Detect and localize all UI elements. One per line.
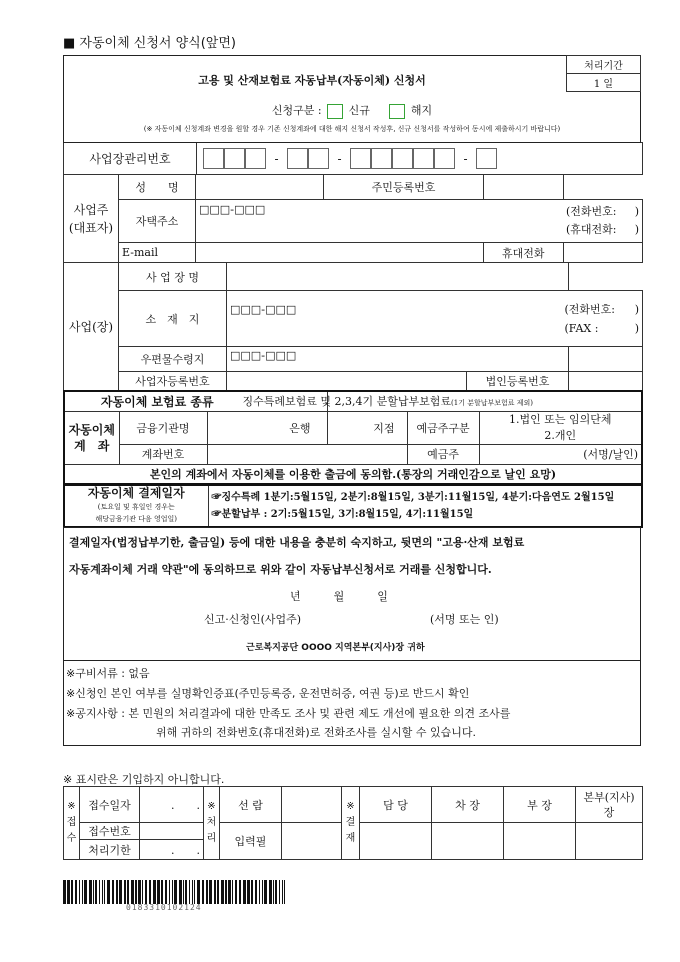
mobile2-label: 휴대전화 bbox=[484, 243, 563, 263]
receipt-no-label: 접수번호 bbox=[80, 823, 140, 840]
apply-type-cancel: 해지 bbox=[410, 104, 433, 117]
notes-id-check: ※신청인 본인 여부를 실명확인증표(주민등록증, 운전면허증, 여권 등)로 반드시 확인 bbox=[66, 687, 470, 700]
new-checkbox[interactable] bbox=[327, 104, 343, 119]
process-label: ※ 처 리 bbox=[204, 787, 220, 860]
mail-field[interactable] bbox=[227, 347, 569, 372]
employer-table bbox=[63, 174, 643, 263]
hand-icon: ☞ bbox=[211, 492, 222, 503]
hand-icon: ☞ bbox=[211, 509, 222, 520]
applicant-sign: (서명 또는 인) bbox=[430, 613, 499, 626]
settlement-label-cell: 자동이체 결제일자 (토요일 및 휴일인 경우는 해당금융기관 다음 영업일) bbox=[64, 485, 208, 527]
date-line: 년 월 일 bbox=[290, 590, 388, 603]
barcode-text: 0183310102124 bbox=[126, 903, 202, 912]
form-title: 고용 및 산재보험료 자동납부(자동이체) 신청서 bbox=[198, 74, 426, 87]
workplace-label: 사업(장) bbox=[64, 263, 119, 391]
rrn-label: 주민등록번호 bbox=[324, 175, 484, 200]
biz-mgmt-input[interactable]: - - - bbox=[197, 143, 643, 175]
name-label: 성 명 bbox=[119, 175, 196, 200]
biz-mgmt-table bbox=[63, 142, 643, 175]
receipt-date-label: 접수일자 bbox=[80, 787, 140, 823]
notes-notice2: 위해 귀하의 전화번호(휴대전화)로 전화조사를 실시할 수 있습니다. bbox=[156, 726, 476, 739]
bank-label: 금융기관명 bbox=[119, 411, 207, 444]
home-address-field[interactable] bbox=[196, 200, 564, 243]
processing-period-label: 처리기간 bbox=[567, 56, 641, 74]
holder-label: 예금주 bbox=[407, 444, 479, 464]
apply-type-label: 신청구분 : bbox=[271, 104, 322, 117]
review-field bbox=[282, 787, 342, 823]
mail-zip: □□□-□□□ bbox=[230, 349, 297, 362]
location-field[interactable] bbox=[227, 291, 495, 347]
processing-period-value: 1 일 bbox=[567, 74, 641, 92]
workplace-name-field[interactable] bbox=[227, 263, 569, 291]
account-no-field[interactable] bbox=[207, 444, 407, 464]
wp-phone-label: (전화번호: bbox=[564, 302, 616, 316]
notes-block bbox=[63, 660, 641, 746]
form-note: (※ 자동이체 신청계좌 변경을 원할 경우 기존 신청계좌에 대한 해지 신청서 작성후, 신규 신청서를 작성하여 동시에 제출하시기 바랍니다) bbox=[143, 125, 561, 133]
workplace-phone-block: (전화번호: ) (FAX : ) bbox=[495, 291, 643, 347]
email-field[interactable] bbox=[196, 243, 484, 263]
apply-type-new: 신규 bbox=[348, 104, 370, 117]
employer-label: 사업주 (대표자) bbox=[64, 175, 119, 263]
insurance-kind-desc: 징수특례보험료 및 2,3,4기 분할납부보험료(1기 분할납부보험료 제외) bbox=[327, 391, 642, 411]
workplace-name-label: 사 업 장 명 bbox=[119, 263, 227, 291]
home-phone-block: (전화번호: ) (휴대전화: ) bbox=[563, 200, 643, 243]
biz-reg-field[interactable] bbox=[227, 372, 467, 391]
consent-line: 본인의 계좌에서 자동이체를 이용한 출금에 동의함.(통장의 거래인감으로 날인 요망) bbox=[64, 464, 642, 484]
mobile-label: (휴대전화: bbox=[566, 223, 617, 236]
deadline-label: 처리기한 bbox=[80, 840, 140, 860]
receipt-date-field: . . bbox=[140, 787, 204, 823]
deputy-label: 차 장 bbox=[432, 787, 504, 823]
account-no-label: 계좌번호 bbox=[119, 444, 207, 464]
biz-reg-label: 사업자등록번호 bbox=[119, 372, 227, 391]
name-field[interactable] bbox=[196, 175, 324, 200]
form-main bbox=[63, 55, 641, 746]
location-label: 소 재 지 bbox=[119, 291, 227, 347]
notes-docs: ※구비서류 : 없음 bbox=[66, 667, 150, 680]
holder-type-label: 예금주구분 bbox=[407, 411, 479, 444]
charge-label: 담 당 bbox=[360, 787, 432, 823]
receipt-label: ※ 접 수 bbox=[64, 787, 80, 860]
mobile2-field[interactable] bbox=[563, 243, 643, 263]
notes-notice1: ※공지사항 : 본 민원의 처리결과에 대한 만족도 조사 및 관련 제도 개선에 필요한 의견 조사를 bbox=[66, 707, 511, 720]
workplace-table bbox=[63, 262, 643, 391]
apply-type-row bbox=[64, 102, 640, 119]
head-label: 본부(지사) 장 bbox=[576, 787, 643, 823]
address-label: 자택주소 bbox=[119, 200, 196, 243]
manager-label: 부 장 bbox=[504, 787, 576, 823]
review-label: 선 람 bbox=[220, 787, 282, 823]
page-title: ■ 자동이체 신청서 양식(앞면) bbox=[63, 36, 236, 51]
corp-reg-field[interactable] bbox=[569, 372, 643, 391]
input-label: 입력필 bbox=[220, 823, 282, 860]
bank-field[interactable]: 은행 bbox=[207, 411, 327, 444]
approve-label: ※ 결 재 bbox=[342, 787, 360, 860]
settlement-dates: ☞징수특례 1분기:5월15일, 2분기:8월15일, 3분기:11월15일, 4분기:다음연도 2월15일 ☞분할납부 : 2기:5월15일, 3기:8월15일, 4기:11월15일 bbox=[208, 485, 642, 527]
deadline-field: . . bbox=[140, 840, 204, 860]
declaration-line1: 결제일자(법정납부기한, 출금일) 등에 대한 내용을 충분히 숙지하고, 뒷면의 "고용·산재 보험료 bbox=[69, 536, 525, 549]
home-zip: □□□-□□□ bbox=[199, 203, 266, 216]
form-header bbox=[63, 55, 641, 143]
holder-type-options[interactable]: 1.법인 또는 임의단체 2.개인 bbox=[479, 411, 642, 444]
no-fill-note: ※ 표시란은 기입하지 아니합니다. bbox=[63, 773, 225, 786]
settlement-table bbox=[63, 484, 643, 528]
fax-label: (FAX : bbox=[564, 321, 599, 335]
declaration-block bbox=[63, 527, 641, 661]
account-table bbox=[63, 390, 643, 485]
insurance-kind-label: 자동이체 보험료 종류 bbox=[64, 391, 327, 411]
phone-label: (전화번호: bbox=[566, 205, 617, 218]
location-zip: □□□-□□□ bbox=[230, 303, 297, 316]
mail-label: 우편물수령지 bbox=[119, 347, 227, 372]
recipient-line: 근로복지공단 OOOO 지역본부(지사)장 귀하 bbox=[246, 643, 425, 653]
settlement-label: 자동이체 결제일자 bbox=[87, 486, 185, 500]
applicant-label: 신고·신청인(사업주) bbox=[204, 613, 302, 626]
receipt-table bbox=[63, 786, 643, 860]
holder-sign-field[interactable]: (서명/날인) bbox=[479, 444, 642, 464]
biz-mgmt-label: 사업장관리번호 bbox=[64, 143, 197, 175]
account-label: 자동이체 계 좌 bbox=[64, 411, 119, 464]
rrn-field[interactable] bbox=[484, 175, 563, 200]
declaration-line2: 자동계좌이체 거래 약관"에 동의하므로 위와 같이 자동납부신청서로 거래를 신청합니다. bbox=[69, 563, 492, 576]
corp-reg-label: 법인등록번호 bbox=[467, 372, 569, 391]
branch-field[interactable]: 지점 bbox=[327, 411, 407, 444]
email-label: E-mail bbox=[119, 243, 196, 263]
cancel-checkbox[interactable] bbox=[389, 104, 405, 119]
